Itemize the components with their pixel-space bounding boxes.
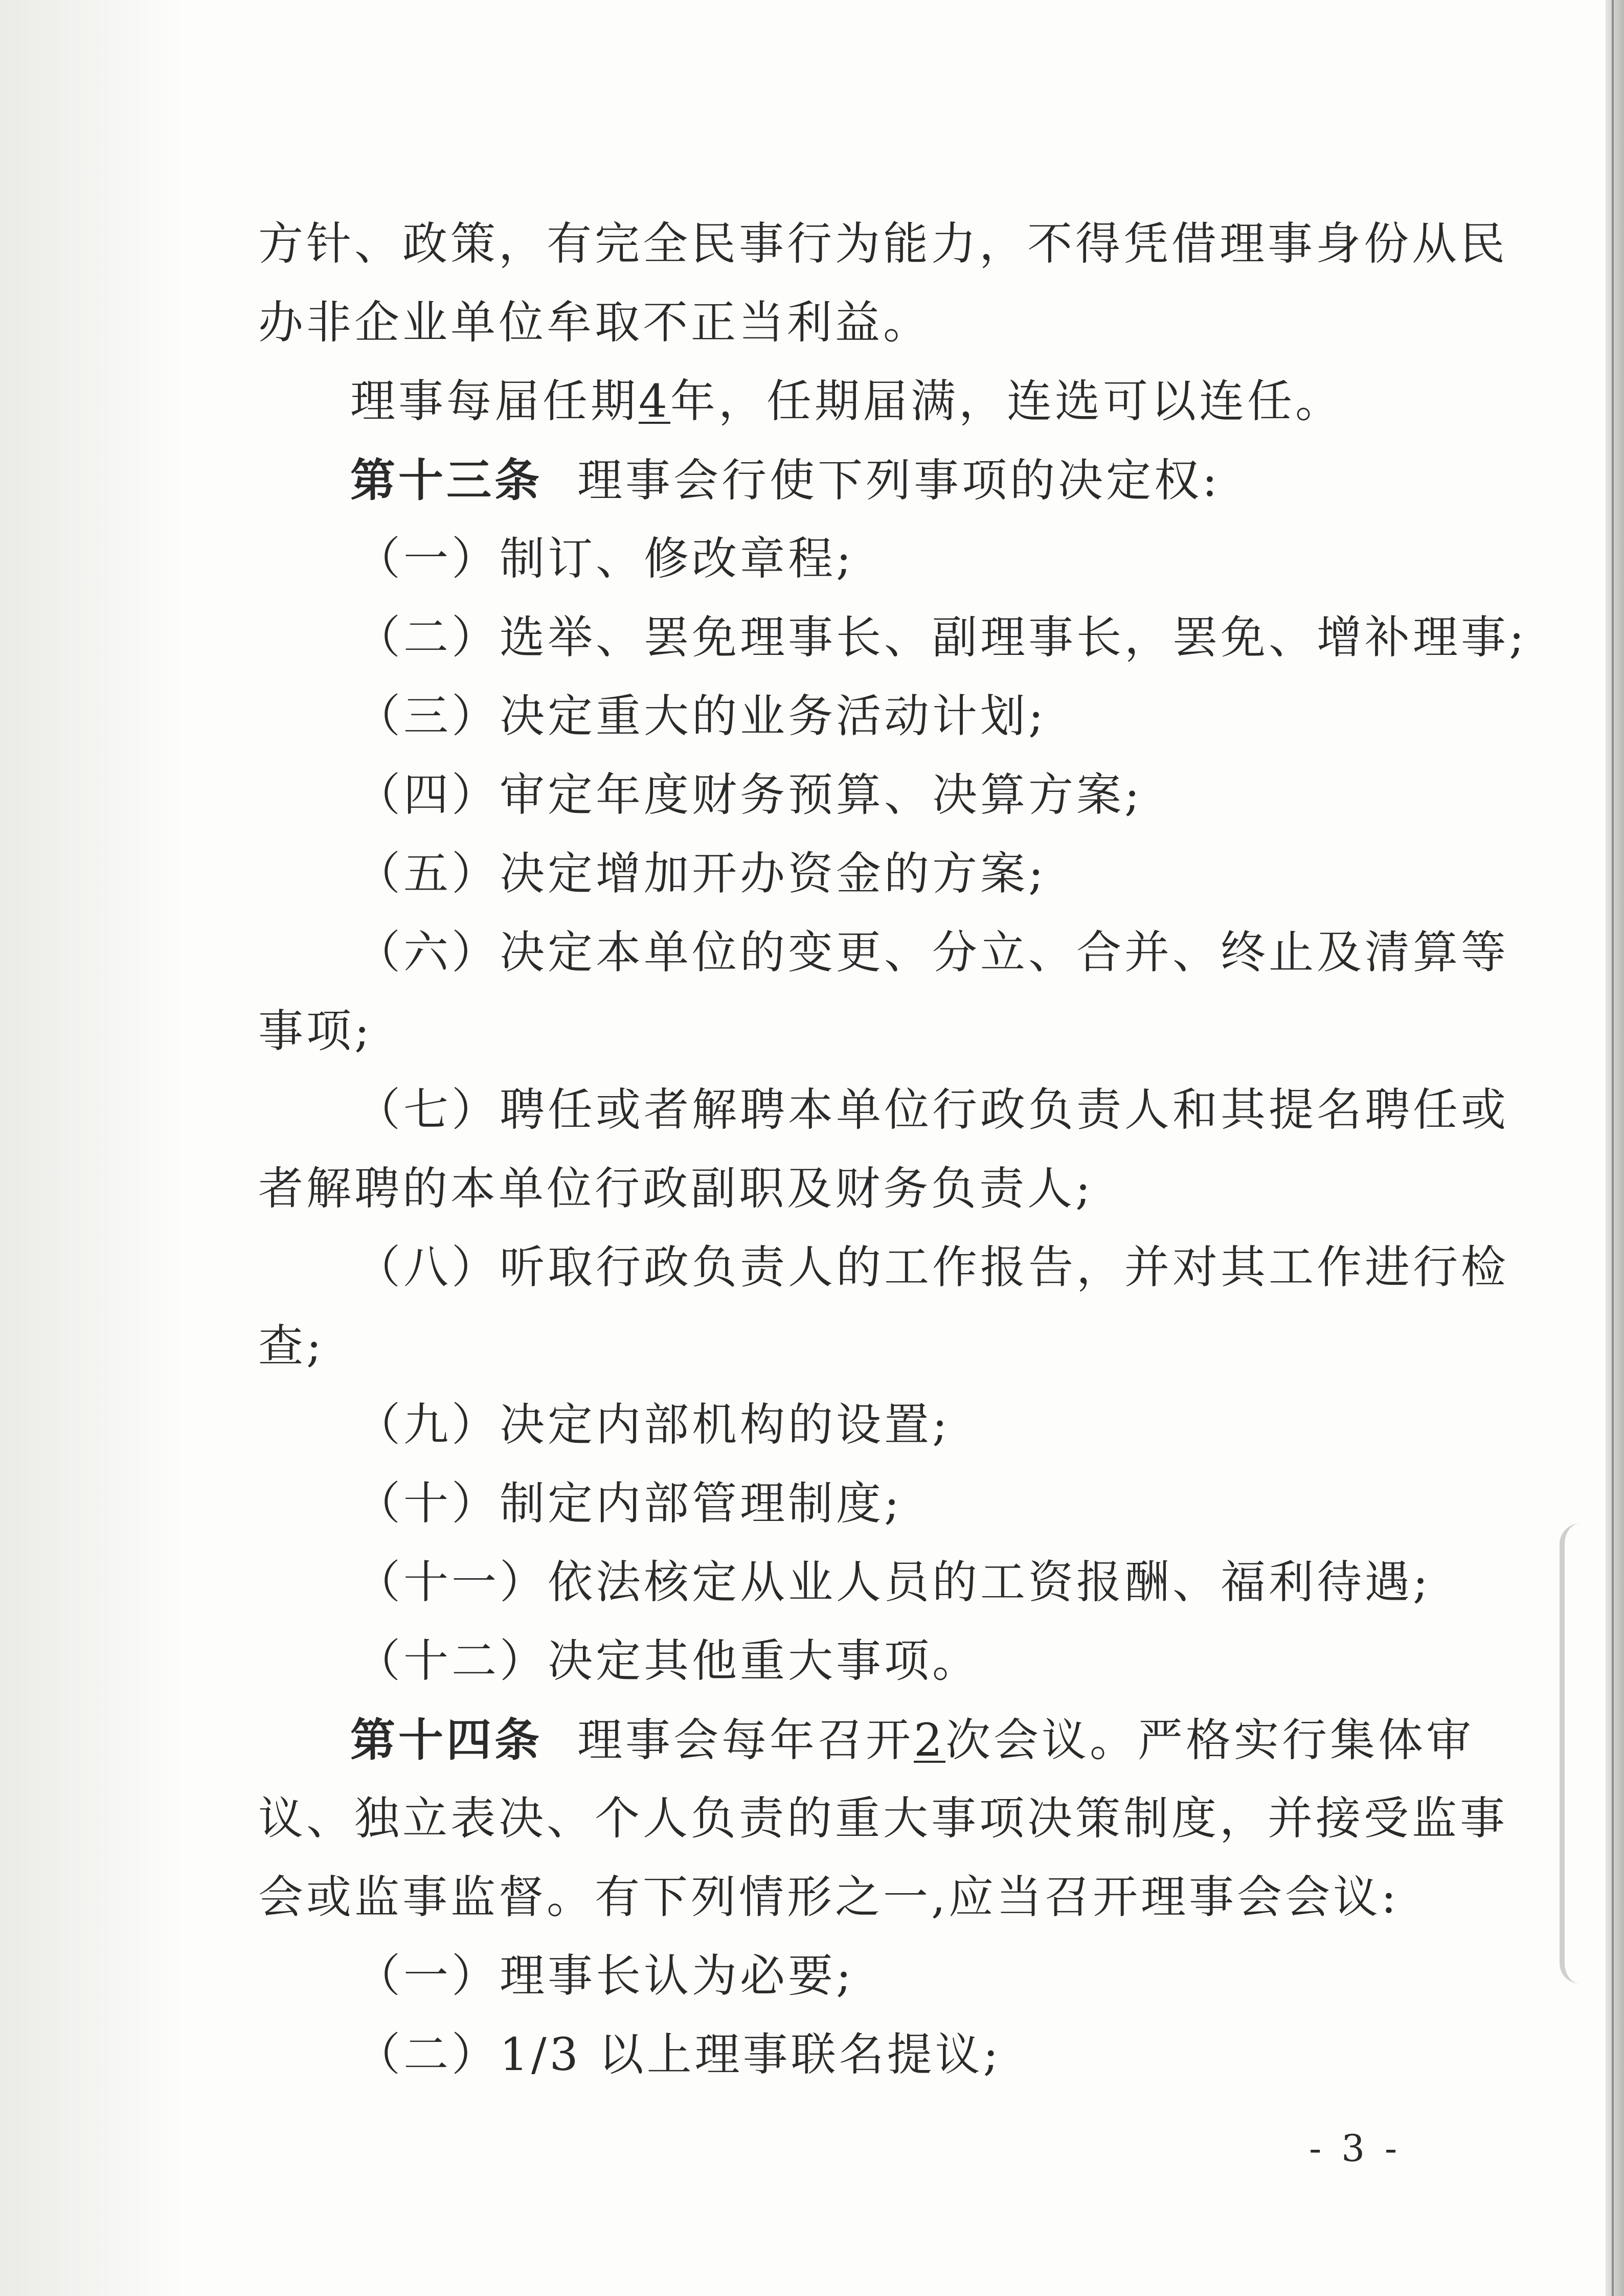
article-14-intro-suffix: 次会议。严格实行集体审 <box>945 1714 1474 1766</box>
body-line: 方针、政策，有完全民事行为能力，不得凭借理事身份从民 <box>258 217 1508 270</box>
term-paragraph <box>258 362 1383 441</box>
article-13-item: （十二）决定其他重大事项。 <box>355 1634 981 1687</box>
article-13-item: （二）选举、罢免理事长、副理事长，罢免、增补理事; <box>355 611 1527 664</box>
document-body <box>258 204 1527 2094</box>
article-13-item: （十）制定内部管理制度; <box>355 1477 903 1530</box>
article-14-count: 2 <box>913 1714 945 1766</box>
article-13-title: 第十三条 <box>350 453 543 507</box>
article-13-heading <box>258 441 1383 519</box>
article-13-item-continuation: 查; <box>258 1320 325 1372</box>
body-line: 办非企业单位牟取不正当利益。 <box>258 296 932 349</box>
article-14-title: 第十四条 <box>350 1713 543 1766</box>
page-number: - 3 - <box>1309 2127 1402 2170</box>
body-line: 会或监事监督。有下列情形之一,应当召开理事会会议: <box>258 1871 1400 1923</box>
article-13-item: （一）制订、修改章程; <box>355 532 854 585</box>
article-13-item-continuation: 者解聘的本单位行政副职及财务负责人; <box>258 1162 1094 1215</box>
article-13-item: （三）决定重大的业务活动计划; <box>355 690 1047 742</box>
article-13-item: （六）决定本单位的变更、分立、合并、终止及清算等 <box>355 926 1509 979</box>
term-prefix: 理事每届任期 <box>350 375 639 427</box>
article-13-item: （五）决定增加开办资金的方案; <box>355 847 1047 900</box>
article-14-heading <box>258 1700 1474 1779</box>
article-13-item: （四）审定年度财务预算、决算方案; <box>355 768 1143 821</box>
body-line: 议、独立表决、个人负责的重大事项决策制度，并接受监事 <box>258 1792 1508 1845</box>
article-13-item: （八）听取行政负责人的工作报告，并对其工作进行检 <box>355 1241 1509 1293</box>
article-13-item: （十一）依法核定从业人员的工资报酬、福利待遇; <box>355 1556 1431 1608</box>
article-14-item: （二）1/3 以上理事联名提议; <box>355 2028 1002 2081</box>
stamp-fragment <box>1560 1524 1611 1984</box>
term-years: 4 <box>639 375 671 427</box>
scan-shading <box>0 0 184 2296</box>
article-13-item: （七）聘任或者解聘本单位行政负责人和其提名聘任或 <box>355 1083 1509 1136</box>
binding-edge-line <box>1612 0 1614 2296</box>
article-13-intro: 理事会行使下列事项的决定权: <box>577 454 1221 507</box>
article-13-item-continuation: 事项; <box>258 1005 373 1057</box>
article-14-item: （一）理事长认为必要; <box>355 1949 854 2002</box>
term-suffix: 年，任期届满，连选可以连任。 <box>670 375 1344 427</box>
article-14-intro-prefix: 理事会每年召开 <box>577 1714 914 1766</box>
article-13-item: （九）决定内部机构的设置; <box>355 1398 951 1451</box>
